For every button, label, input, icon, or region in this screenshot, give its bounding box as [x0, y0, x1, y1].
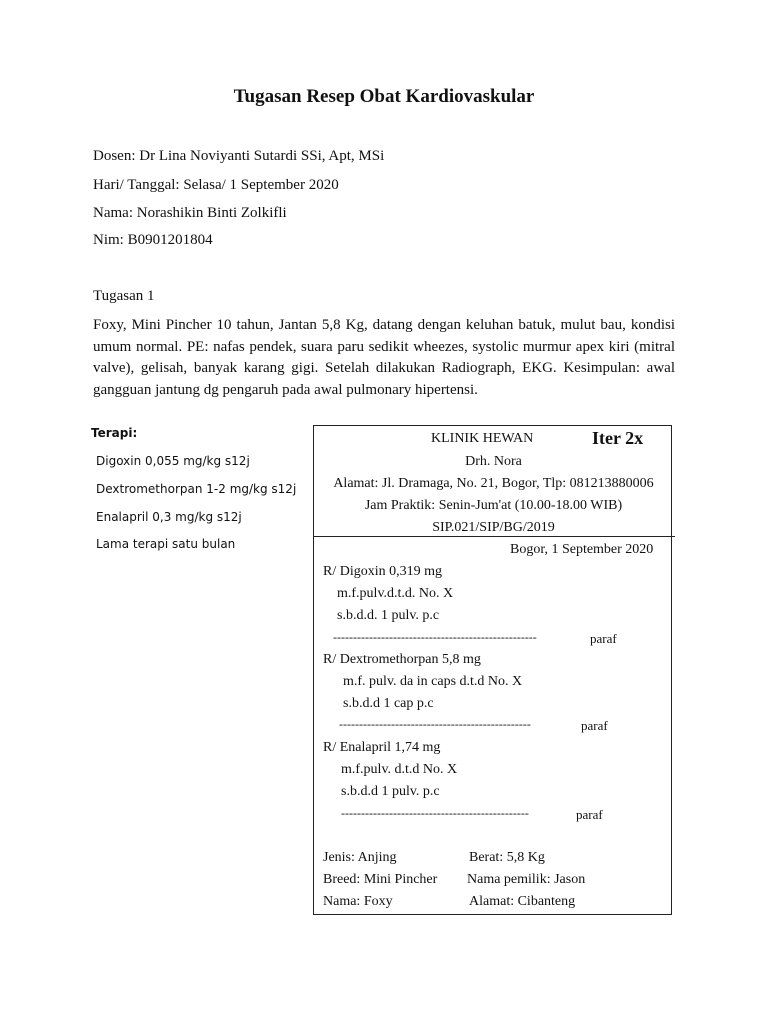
therapy-item: Enalapril 0,3 mg/kg s12j [96, 510, 242, 524]
rx-signa: s.b.d.d 1 cap p.c [343, 696, 434, 711]
sip-number: SIP.021/SIP/BG/2019 [432, 520, 555, 535]
iter-label: Iter 2x [592, 428, 644, 448]
page-title: Tugasan Resep Obat Kardiovaskular [233, 86, 535, 107]
student-name-line: Nama: Norashikin Binti Zolkifli [93, 205, 287, 221]
rx-signa: s.b.d.d. 1 pulv. p.c [337, 608, 440, 623]
rx-paraf: paraf [576, 807, 603, 822]
rx-dashes: ----------------------------------------------- [341, 806, 529, 820]
prescription-date: Bogor, 1 September 2020 [510, 542, 654, 557]
rx-formula: m.f. pulv. da in caps d.t.d No. X [343, 674, 523, 689]
patient-species: Jenis: Anjing [323, 850, 397, 865]
prescription-box [313, 425, 672, 915]
rx-dashes: --------------------------------------------------- [333, 630, 537, 644]
rx-paraf: paraf [590, 631, 617, 646]
therapy-item: Lama terapi satu bulan [96, 537, 236, 551]
student-id-line: Nim: B0901201804 [93, 232, 213, 248]
patient-name: Nama: Foxy [323, 894, 393, 909]
rx-formula: m.f.pulv. d.t.d No. X [341, 762, 458, 777]
owner-address: Alamat: Cibanteng [469, 894, 576, 909]
rx-drug: R/ Dextromethorpan 5,8 mg [323, 652, 481, 667]
case-description: Foxy, Mini Pincher 10 tahun, Jantan 5,8 Kg, datang dengan keluhan batuk, mulut bau, kondisi umum normal. PE: nafas pendek, suara paru sedikit wheezes, systolic murmur apex kiri (mitral valve), gelisah, banyak karang gigi. Setelah dilakukan Radiograph, EKG. Kesimpulan: awal gangguan jantung dg pengaruh pada awal pulmonary hipertensi. [93, 317, 675, 398]
assignment-heading: Tugasan 1 [93, 288, 155, 304]
doctor-name: Drh. Nora [465, 454, 522, 469]
clinic-name: KLINIK HEWAN [431, 431, 534, 446]
rx-drug: R/ Enalapril 1,74 mg [323, 740, 441, 755]
rx-signa: s.b.d.d 1 pulv. p.c [341, 784, 440, 799]
patient-weight: Berat: 5,8 Kg [469, 850, 545, 865]
lecturer-line: Dosen: Dr Lina Noviyanti Sutardi SSi, Apt, MSi [93, 148, 385, 164]
therapy-item: Digoxin 0,055 mg/kg s12j [96, 454, 250, 468]
rx-drug: R/ Digoxin 0,319 mg [323, 564, 443, 579]
therapy-section [91, 426, 297, 551]
practice-hours: Jam Praktik: Senin-Jum'at (10.00-18.00 WIB) [364, 498, 623, 513]
rx-paraf: paraf [581, 718, 608, 733]
rx-formula: m.f.pulv.d.t.d. No. X [337, 586, 454, 601]
owner-name: Nama pemilik: Jason [467, 872, 586, 887]
patient-breed: Breed: Mini Pincher [323, 872, 438, 887]
header-divider [314, 536, 675, 537]
therapy-heading: Terapi: [91, 426, 138, 440]
date-line: Hari/ Tanggal: Selasa/ 1 September 2020 [93, 177, 339, 193]
rx-dashes: ------------------------------------------------ [339, 717, 531, 731]
therapy-item: Dextromethorpan 1-2 mg/kg s12j [96, 482, 297, 496]
clinic-address: Alamat: Jl. Dramaga, No. 21, Bogor, Tlp: 081213880006 [333, 476, 654, 491]
